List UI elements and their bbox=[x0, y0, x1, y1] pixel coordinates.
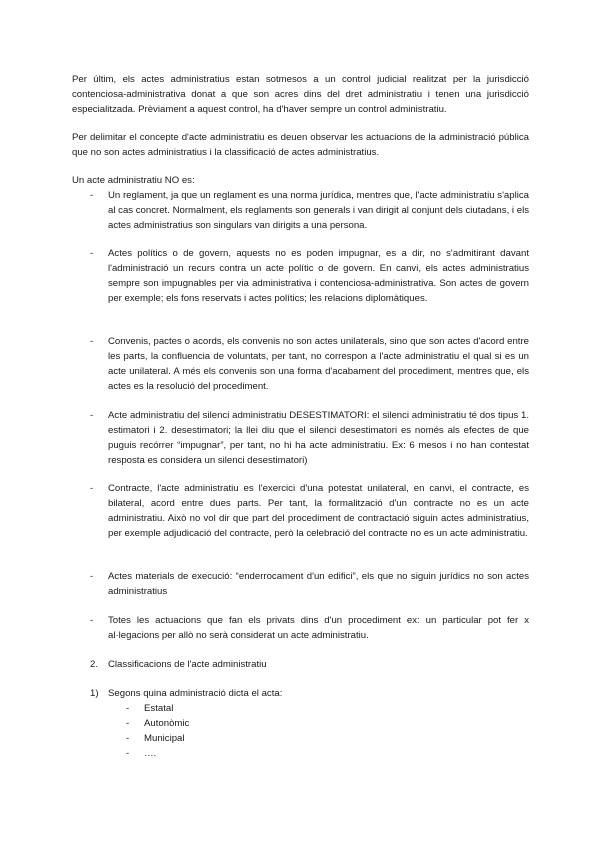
sub-list-bullet: - bbox=[126, 718, 130, 729]
list-item-actuacions-privats: Totes les actuacions que fan els privats dins d'un procediment ex: un particular pot fer x al·legacions per allò no serà considerat un acte administratiu. bbox=[108, 615, 529, 641]
list-bullet: - bbox=[90, 190, 94, 201]
intro-paragraph-judicial-control: Per últim, els actes administratius estan sotmesos a un control judicial realitzat per la jurisdicció contenciosa-administrativa donat a que son acres dins del dret administratiu i tenen una jurisdicció especialitzada. Prèviament a aquest control, ha d'haver sempre un control administratiu. bbox=[72, 74, 529, 115]
sub-list-bullet: - bbox=[126, 733, 130, 744]
sub-list-item-autonomic: Autonòmic bbox=[144, 718, 190, 729]
list-bullet: - bbox=[90, 410, 94, 421]
list-bullet: - bbox=[90, 248, 94, 259]
list-bullet: - bbox=[90, 336, 94, 347]
sub-list-item-ellipsis: …. bbox=[144, 748, 157, 759]
subsection-title: Segons quina administració dicta el acta: bbox=[108, 688, 283, 699]
list-item-contracte: Contracte, l'acte administratiu es l'exercici d'una potestat unilateral, en canvi, el contracte, es bilateral, acord entre dues parts. Per tant, la formalització d'un contracte no es un acte administratiu. Això no vol dir que part del procediment de contractació siguin actes administratius, per exemple adjudicació del contracte, però la celebració del contracte no es un acte administratiu. bbox=[108, 483, 529, 539]
section-title: Classificacions de l'acte administratiu bbox=[108, 659, 267, 670]
list-item-actes-materials: Actes materials de execució: “enderrocament d'un edifici”, els que no siguin jurídics no son actes administratius bbox=[108, 571, 529, 597]
sub-list-bullet: - bbox=[126, 703, 130, 714]
list-item-convenis: Convenis, pactes o acords, els convenis no son actes unilaterals, sino que son actes d'acord entre les parts, la confluencia de voluntats, per tant, no correspon a l'acte administratiu el qual si es un acte unilateral. A més els convenis son una forma d'acabament del procediment, mentres que, els actes es la resolució del procediment. bbox=[108, 336, 529, 392]
sub-list-item-estatal: Estatal bbox=[144, 703, 174, 714]
list-bullet: - bbox=[90, 483, 94, 494]
sub-list-item-municipal: Municipal bbox=[144, 733, 185, 744]
list-bullet: - bbox=[90, 571, 94, 582]
subsection-number: 1) bbox=[90, 688, 99, 699]
list-heading-not-acts: Un acte administratiu NO es: bbox=[72, 175, 195, 186]
section-number: 2. bbox=[90, 659, 99, 670]
sub-list-bullet: - bbox=[126, 748, 130, 759]
list-item-actes-politics: Actes polítics o de govern, aquests no es poden impugnar, es a dir, no s'admitirant davant l'administració un recurs contra un acte polític o de govern. En canvi, els actes administratius sempre son impugnables per via administrativa i contenciosa-administrativa. Son actes de govern per exemple; els fons reservats i actes polítics; les relacions diplomàtiques. bbox=[108, 248, 529, 304]
list-item-reglament: Un reglament, ja que un reglament es una norma jurídica, mentres que, l'acte administratiu s'aplica al cas concret. Normalment, els reglaments son generals i van dirigit al conjunt dels ciutadans, i els actes administratius son singulars van dirigits a una persona. bbox=[108, 190, 529, 231]
intro-paragraph-delimitation: Per delimitar el concepte d'acte administratiu es deuen observar les actuacions de la administració pública que no son actes administratius i la classificació de actes administratius. bbox=[72, 132, 529, 158]
list-bullet: - bbox=[90, 615, 94, 626]
list-item-silenci-desestimatori: Acte administratiu del silenci administratiu DESESTIMATORI: el silenci administratiu té dos tipus 1. estimatori i 2. desestimatori; la llei diu que el silenci desestimatori es només als efectes de que puguis recórrer “impugnar”, per tant, no hi ha acte administratiu. Ex: 6 mesos i no han contestat resposta es considera un silenci desestimatori) bbox=[108, 410, 529, 466]
